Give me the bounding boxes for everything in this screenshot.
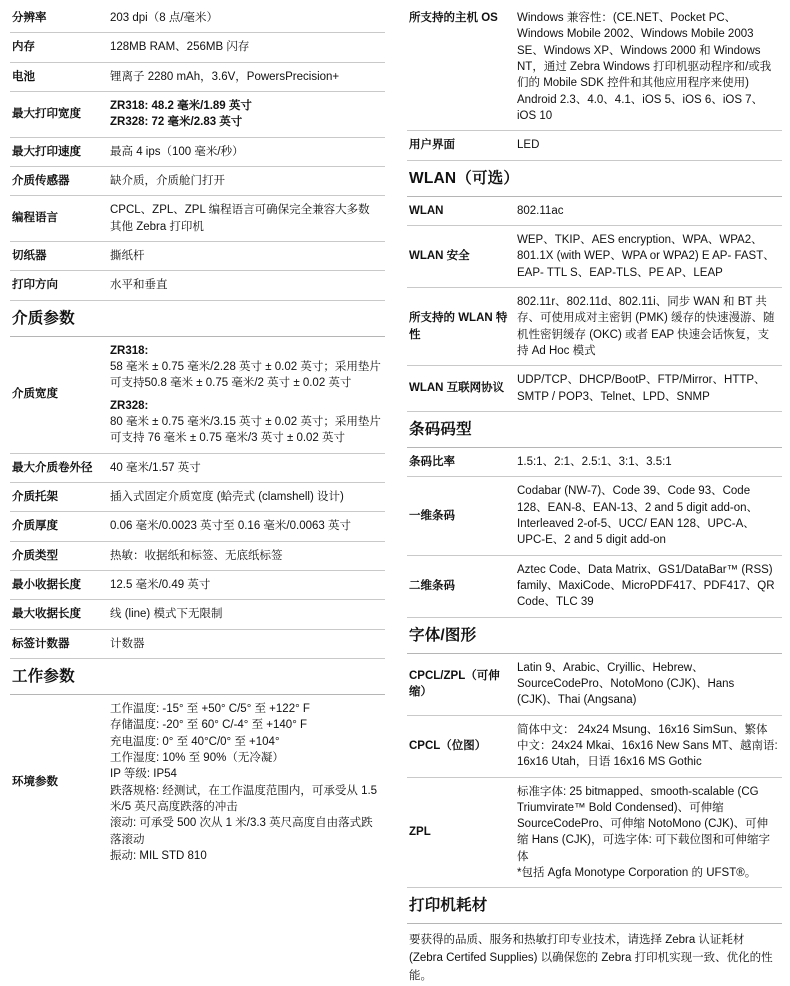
spec-value-line: 最高 4 ips（100 毫米/秒） (110, 145, 244, 158)
table-row (10, 453, 385, 482)
spec-value (515, 225, 782, 287)
spec-value (515, 715, 782, 777)
spec-value-line: IP 等级: IP54 (110, 768, 177, 781)
spec-value-line: 128MB RAM、256MB 闪存 (110, 41, 250, 54)
spec-key: 介质类型 (10, 541, 108, 570)
spec-value (108, 482, 385, 511)
table-row (407, 555, 782, 616)
spec-value (108, 241, 385, 270)
spec-value-line: Latin 9、Arabic、Cryillic、Hebrew、SourceCodePro、NotoMono (CJK)、Hans (CJK)、Thai (Angsana) (517, 661, 735, 707)
spec-key (407, 4, 515, 131)
table-row (407, 197, 782, 226)
table-row (10, 541, 385, 570)
spec-value-line: UDP/TCP、DHCP/BootP、FTP/Mirror、HTTP、SMTP / POP3、Telnet、LPD、SNMP (517, 374, 766, 403)
spec-value-line: 40 毫米/1.57 英寸 (110, 461, 201, 474)
table-row (407, 654, 782, 715)
spec-value-line: Aztec Code、Data Matrix、GS1/DataBar™ (RSS) family、MaxiCode、MicroPDF417、PDF417、QR Code、TLC 39 (517, 563, 775, 609)
spec-key: ZPL (409, 826, 431, 839)
spec-key: 一维条码 (407, 477, 515, 555)
section-heading-font: 字体/图形 (407, 617, 782, 654)
spec-key: 最大打印宽度 (10, 91, 108, 137)
spec-key: 标签计数器 (12, 637, 70, 650)
spec-value-line: Codabar (NW-7)、Code 39、Code 93、Code 128、EAN-8、EAN-13、2 and 5 digit add-on、Interleaved 2-of-5、UCC/ EAN 128、UPC-A、UPC-E、2 and 5 digit add-on (517, 485, 758, 547)
spec-key: 介质厚度 (10, 512, 108, 541)
spec-value (108, 337, 385, 453)
spec-value (515, 555, 782, 616)
spec-key: 最大介质卷外径 (10, 453, 108, 482)
spec-key: 分辨率 (10, 4, 108, 33)
spec-value (515, 777, 782, 887)
spec-value-line: 热敏：收据纸和标签、无底纸标签 (110, 549, 283, 562)
spec-key: 介质宽度 (10, 337, 108, 453)
spec-value (515, 4, 782, 131)
spec-key: WLAN 互联网协议 (409, 382, 505, 395)
table-row (10, 196, 385, 242)
spec-value-line: 802.11r、802.11d、802.11i、同步 WAN 和 BT 共存、可使用成对主密钥 (PMK) 缓存的快速漫游、随机性密钥缓存 (OKC) 或者 EAP 快速会话恢复，支持 Ad Hoc 模式 (517, 295, 775, 357)
spec-key: 编程语言 (10, 196, 108, 242)
section-heading-work: 工作参数 (10, 658, 385, 695)
spec-value (108, 629, 385, 658)
spec-value-line: 充电温度: 0° 至 40°C/0° 至 +104° (110, 735, 280, 748)
table-row (10, 91, 385, 137)
spec-value (515, 287, 782, 365)
spec-value-line: Windows 兼容性：(CE.NET、Pocket PC、Windows Mobile 2002、Windows Mobile 2003 SE、Windows XP、Windows 2000 和 Windows NT，通过 Zebra Windows 打印机驱动程序和/或我们的 Mobile SDK 控件和其他应用程序来使用) Android 2.3、4.0、4.1、iOS 5、iOS 6、iOS 7、iOS 10 (517, 12, 772, 122)
spec-value-line: 水平和垂直 (110, 279, 168, 292)
spec-value (108, 271, 385, 300)
spec-value (108, 570, 385, 599)
spec-value-line: 撕纸杆 (110, 249, 145, 262)
spec-value-line: 线 (line) 模式下无限制 (110, 608, 223, 621)
spec-value (515, 448, 782, 477)
table-row (10, 271, 385, 300)
spec-key: 介质托架 (10, 482, 108, 511)
spec-value (108, 62, 385, 91)
spec-key: 最大打印速度 (10, 137, 108, 166)
spec-value-line: WEP、TKIP、AES encryption、WPA、WPA2、801.1X (with WEP、WPA or WPA2) E AP- FAST、EAP- TTL S、EAP-TLS、PE AP、LEAP (517, 233, 775, 279)
spec-value-line: 滚动: 可承受 500 次从 1 米/3.3 英尺高度自由落式跌落滚动 (110, 817, 373, 846)
spec-value (108, 453, 385, 482)
spec-value-line: 58 毫米 ± 0.75 毫米/2.28 英寸 ± 0.02 英寸；采用垫片可支持50.8 毫米 ± 0.75 毫米/2 英寸 ± 0.02 英寸 (110, 360, 381, 390)
font-spec-table (407, 654, 782, 888)
table-row (407, 131, 782, 160)
table-row (10, 337, 385, 453)
supplies-note: 要获得的品质、服务和热敏打印专业技术，请选择 Zebra 认证耗材 (Zebra Certifed Supplies) 以确保您的 Zebra 打印机实现一致、优化的性能。 (409, 934, 773, 983)
spec-value-line: 锂离子 2280 mAh，3.6V，PowersPrecision+ (110, 70, 340, 83)
table-row (407, 477, 782, 555)
section-heading-media: 介质参数 (10, 300, 385, 337)
section-heading-wlan: WLAN（可选） (407, 160, 782, 197)
spec-key: 二维条码 (409, 579, 455, 592)
spec-key: 打印方向 (12, 279, 58, 292)
spec-value (515, 197, 782, 226)
spec-value-line: ZR318: (110, 344, 149, 357)
spec-value-line: 802.11ac (517, 204, 564, 217)
table-row (407, 366, 782, 411)
spec-key: 所支持的 WLAN 特性 (407, 287, 515, 365)
spec-value (108, 137, 385, 166)
spec-value (515, 131, 782, 160)
work-spec-table (10, 695, 385, 870)
spec-key-label: 所支持的主机 OS (409, 12, 498, 24)
spec-value (108, 166, 385, 195)
wlan-spec-table (407, 197, 782, 411)
table-row (407, 777, 782, 887)
table-row (407, 287, 782, 365)
left-column (10, 4, 385, 962)
spec-key: 电池 (10, 62, 108, 91)
spec-value (108, 33, 385, 62)
spec-value (108, 4, 385, 33)
spec-value-line: 存储温度: -20° 至 60° C/-4° 至 +140° F (110, 719, 308, 732)
spec-key: 介质传感器 (10, 166, 108, 195)
table-row (407, 4, 782, 131)
table-row (10, 33, 385, 62)
spec-value-line: 12.5 毫米/0.49 英寸 (110, 578, 211, 591)
table-row (10, 695, 385, 870)
spec-value-footnote: *包括 Agfa Monotype Corporation 的 UFST®。 (517, 867, 757, 880)
right-column (407, 4, 782, 983)
spec-key: 最小收据长度 (10, 570, 108, 599)
barcode-spec-table (407, 448, 782, 617)
spec-value-line: ZR328: (110, 399, 149, 412)
spec-value (108, 695, 385, 870)
spec-value (108, 196, 385, 242)
spec-value-line: 插入式固定介质宽度 (蛤壳式 (clamshell) 设计) (110, 490, 344, 503)
spec-key: 用户界面 (409, 139, 455, 152)
spec-value-line: 简体中文： 24x24 Msung、16x16 SimSun、繁体中文：24x24 Mkai、16x16 New Sans MT、越南语: 16x16 Utah，日语 16x16 MS Gothic (517, 723, 778, 769)
spec-value (108, 600, 385, 629)
spec-value-line: 跌落规格: 经测试，在工作温度范围内，可承受从 1.5 米/5 英尺高度跌落的冲击 (110, 784, 378, 813)
left-top-spec-table (10, 4, 385, 300)
spec-value-line: 工作湿度: 10% 至 90%（无冷凝） (110, 751, 284, 764)
spec-value-line: LED (517, 139, 540, 152)
table-row (10, 137, 385, 166)
spec-key: WLAN (407, 197, 515, 226)
spec-value-line: 0.06 毫米/0.0023 英寸至 0.16 毫米/0.0063 英寸 (110, 520, 351, 533)
spec-value (515, 654, 782, 715)
spec-key: CPCL（位图） (407, 715, 515, 777)
spec-value-line: ZR328: 72 毫米/2.83 英寸 (110, 116, 243, 129)
table-row (10, 482, 385, 511)
table-row (10, 629, 385, 658)
spec-value-line: 工作温度: -15° 至 +50° C/5° 至 +122° F (110, 702, 310, 715)
spec-value-line: CPCL、ZPL、ZPL 编程语言可确保完全兼容大多数其他 Zebra 打印机 (110, 204, 370, 233)
spec-value (108, 512, 385, 541)
table-row (10, 62, 385, 91)
spec-value-line: ZR318: 48.2 毫米/1.89 英寸 (110, 99, 252, 112)
table-row (10, 166, 385, 195)
spec-key: 最大收据长度 (10, 600, 108, 629)
spec-value-line: 80 毫米 ± 0.75 毫米/3.15 英寸 ± 0.02 英寸；采用垫片可支持 76 毫米 ± 0.75 毫米/3 英寸 ± 0.02 英寸 (110, 415, 381, 445)
table-row (10, 570, 385, 599)
spec-key: WLAN 安全 (407, 225, 515, 287)
spec-value-line: 缺介质，介质舱门打开 (110, 174, 225, 187)
table-row (10, 4, 385, 33)
spec-value (108, 541, 385, 570)
spec-value (515, 366, 782, 411)
table-row (10, 600, 385, 629)
spec-value-line: 计数器 (110, 637, 145, 650)
spec-value-line: 203 dpi（8 点/毫米） (110, 12, 219, 24)
section-heading-supplies: 打印机耗材 (407, 887, 782, 924)
spec-value-line: 1.5:1、2:1、2.5:1、3:1、3.5:1 (517, 455, 672, 468)
media-spec-table (10, 337, 385, 658)
spec-value (515, 477, 782, 555)
spec-value-line: 标准字体: 25 bitmapped、smooth-scalable (CG Triumvirate™ Bold Condensed)、可伸缩 SourceCodePro、可伸缩 NotoMono (CJK)、可伸缩 Hans (CJK)，可选字体: 可下载位图和可伸缩字体 (517, 785, 771, 863)
table-row (407, 448, 782, 477)
spec-key: 条码比率 (407, 448, 515, 477)
table-row (10, 241, 385, 270)
spec-key: CPCL/ZPL（可伸缩） (407, 654, 515, 715)
spec-value (108, 91, 385, 137)
spec-key: 切纸器 (10, 241, 108, 270)
spec-key: 环境参数 (12, 776, 58, 789)
section-heading-barcode: 条码码型 (407, 411, 782, 448)
spec-key: 内存 (10, 33, 108, 62)
spec-value-line: 振动: MIL STD 810 (110, 849, 207, 862)
right-top-spec-table (407, 4, 782, 160)
table-row (10, 512, 385, 541)
table-row (407, 715, 782, 777)
table-row (407, 225, 782, 287)
